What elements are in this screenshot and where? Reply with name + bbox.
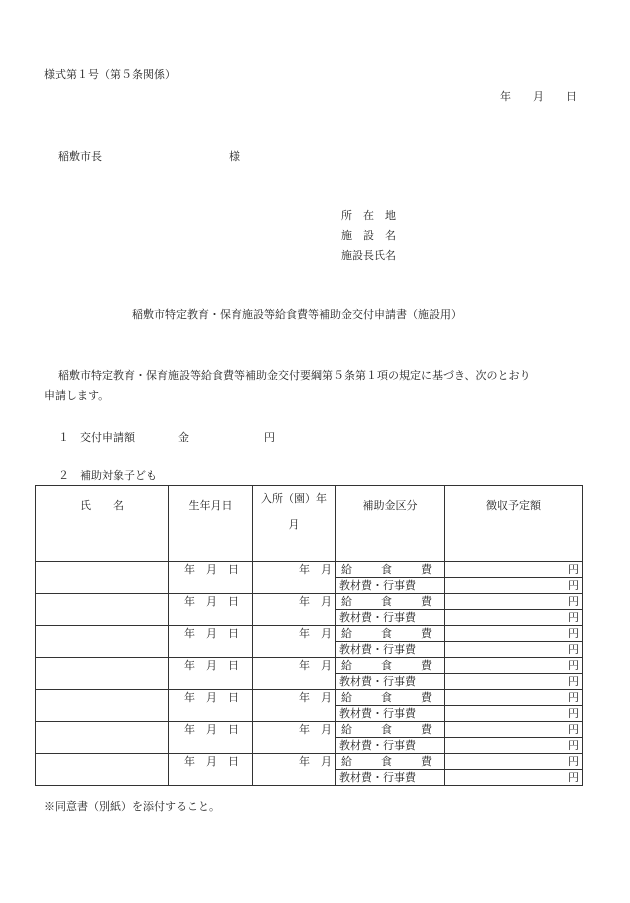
birthdate-cell[interactable] [169,754,253,786]
header-birthdate: 生年月日 [169,486,253,562]
birthdate-cell[interactable] [169,594,253,626]
meal-fee-amount[interactable]: 円 [445,626,583,642]
address-label: 所 在 地 [341,209,396,222]
header-admission [253,486,336,562]
meal-fee-label: 給 食 費 [336,690,445,706]
table-row [36,722,583,738]
amount-unit: 円 [264,431,275,444]
name-cell[interactable] [36,658,169,690]
header-admission-line2: 月 [288,518,300,531]
table-row [36,626,583,642]
birthdate-text: 年 月 日 [184,563,239,576]
birthdate-text: 年 月 日 [184,691,239,704]
table-row [36,594,583,610]
admission-text: 年 月 [299,755,332,768]
admission-cell[interactable] [253,594,336,626]
document-title: 稲敷市特定教育・保育施設等給食費等補助金交付申請書（施設用） [132,308,462,321]
name-cell[interactable] [36,690,169,722]
materials-fee-label: 教材費・行事費 [336,770,445,786]
materials-fee-amount[interactable]: 円 [445,578,583,594]
admission-cell[interactable] [253,626,336,658]
birthdate-text: 年 月 日 [184,723,239,736]
materials-fee-label: 教材費・行事費 [336,642,445,658]
footnote: ※同意書（別紙）を添付すること。 [44,800,220,813]
meal-fee-amount[interactable]: 円 [445,722,583,738]
amount-prefix: 金 [178,431,189,444]
meal-fee-amount[interactable]: 円 [445,594,583,610]
name-cell[interactable] [36,722,169,754]
admission-cell[interactable] [253,754,336,786]
header-category: 補助金区分 [336,486,445,562]
recipient-name: 稲敷市長 [58,150,102,163]
director-name-label: 施設長氏名 [341,249,396,262]
birthdate-cell[interactable] [169,690,253,722]
materials-fee-amount[interactable]: 円 [445,674,583,690]
table-row [36,754,583,770]
header-admission-line1: 入所（園）年 [261,492,327,505]
materials-fee-label: 教材費・行事費 [336,706,445,722]
birthdate-text: 年 月 日 [184,755,239,768]
date-line: 年 月 日 [500,90,577,103]
materials-fee-label: 教材費・行事費 [336,578,445,594]
materials-fee-amount[interactable]: 円 [445,706,583,722]
admission-text: 年 月 [299,595,332,608]
table-row [36,562,583,578]
children-table [35,485,583,786]
name-cell[interactable] [36,754,169,786]
table-header-row [36,486,583,562]
meal-fee-label: 給 食 費 [336,562,445,578]
name-cell[interactable] [36,626,169,658]
admission-text: 年 月 [299,627,332,640]
admission-text: 年 月 [299,723,332,736]
meal-fee-label: 給 食 費 [336,626,445,642]
header-amount: 徴収予定額 [445,486,583,562]
materials-fee-label: 教材費・行事費 [336,674,445,690]
admission-cell[interactable] [253,658,336,690]
section2-label: ２ 補助対象子ども [58,469,157,482]
birthdate-cell[interactable] [169,722,253,754]
birthdate-cell[interactable] [169,658,253,690]
birthdate-text: 年 月 日 [184,627,239,640]
admission-cell[interactable] [253,722,336,754]
recipient-honorific: 様 [229,150,240,163]
name-cell[interactable] [36,562,169,594]
header-name: 氏 名 [36,486,169,562]
birthdate-cell[interactable] [169,626,253,658]
birthdate-text: 年 月 日 [184,659,239,672]
birthdate-cell[interactable] [169,562,253,594]
materials-fee-amount[interactable]: 円 [445,770,583,786]
section1-label: １ 交付申請額 [58,431,135,444]
facility-name-label: 施 設 名 [341,229,396,242]
materials-fee-label: 教材費・行事費 [336,610,445,626]
admission-cell[interactable] [253,562,336,594]
table-row [36,690,583,706]
table-row [36,658,583,674]
body-text-line1: 稲敷市特定教育・保育施設等給食費等補助金交付要綱第５条第１項の規定に基づき、次のとおり [58,369,531,382]
meal-fee-amount[interactable]: 円 [445,690,583,706]
admission-text: 年 月 [299,659,332,672]
admission-text: 年 月 [299,691,332,704]
meal-fee-amount[interactable]: 円 [445,562,583,578]
name-cell[interactable] [36,594,169,626]
admission-cell[interactable] [253,690,336,722]
materials-fee-amount[interactable]: 円 [445,642,583,658]
meal-fee-amount[interactable]: 円 [445,658,583,674]
meal-fee-label: 給 食 費 [336,754,445,770]
body-text-line2: 申請します。 [44,389,110,402]
meal-fee-label: 給 食 費 [336,658,445,674]
materials-fee-label: 教材費・行事費 [336,738,445,754]
form-number: 様式第１号（第５条関係） [44,68,176,81]
birthdate-text: 年 月 日 [184,595,239,608]
admission-text: 年 月 [299,563,332,576]
materials-fee-amount[interactable]: 円 [445,610,583,626]
materials-fee-amount[interactable]: 円 [445,738,583,754]
meal-fee-amount[interactable]: 円 [445,754,583,770]
meal-fee-label: 給 食 費 [336,722,445,738]
meal-fee-label: 給 食 費 [336,594,445,610]
